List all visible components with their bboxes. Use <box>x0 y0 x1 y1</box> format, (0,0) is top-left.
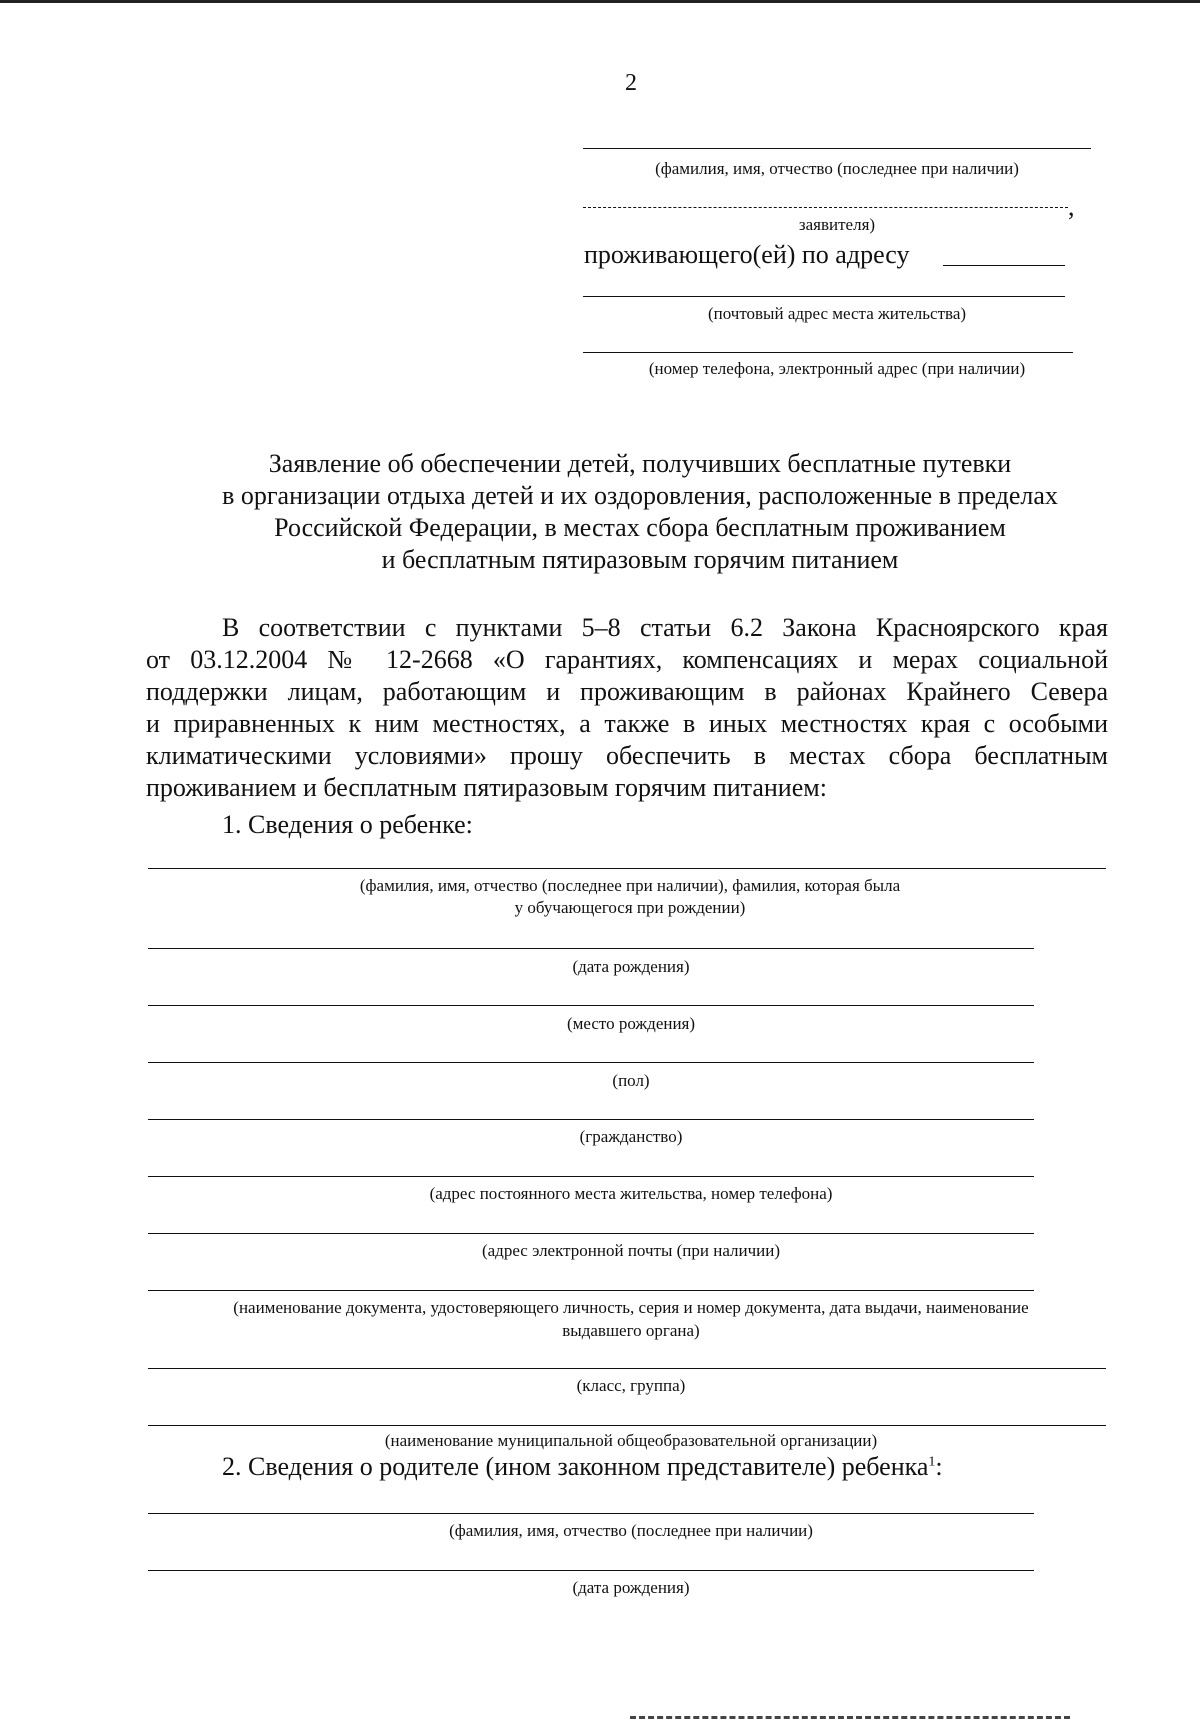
paragraph-line: климатическими условиями» прошу обеспечить в местах сбора бесплатным <box>146 741 1108 770</box>
child-fio-field[interactable] <box>148 868 1106 869</box>
child-citizenship-field[interactable] <box>148 1119 1034 1120</box>
child-id-document-caption-1: (наименование документа, удостоверяющего личность, серия и номер документа, дата выдачи, наименование <box>233 1298 1029 1317</box>
paragraph-line: В соответствии с пунктами 5–8 статьи 6.2 Закона Красноярского края <box>222 613 1108 642</box>
child-fio-caption-2: у обучающегося при рождении) <box>514 898 746 917</box>
comma: , <box>1068 192 1075 221</box>
document-title <box>140 448 1140 576</box>
parent-birth-date-caption: (дата рождения) <box>572 1578 690 1597</box>
child-address-caption: (адрес постоянного места жительства, номер телефона) <box>429 1184 833 1203</box>
contact-field[interactable] <box>583 352 1073 353</box>
paragraph-line: от 03.12.2004 № 12-2668 «О гарантиях, компенсациях и мерах социальной <box>146 645 1108 674</box>
child-birth-date-caption: (дата рождения) <box>572 957 690 976</box>
child-email-field[interactable] <box>148 1233 1034 1234</box>
parent-fio-field[interactable] <box>148 1513 1034 1514</box>
child-birth-place-caption: (место рождения) <box>566 1014 696 1033</box>
section2-heading-text: 2. Сведения о родителе (ином законном представителе) ребенка <box>222 1452 929 1481</box>
parent-fio-caption: (фамилия, имя, отчество (последнее при наличии) <box>449 1521 813 1540</box>
section2-heading <box>222 1452 943 1482</box>
title-line: и бесплатным пятиразовым горячим питанием <box>381 545 899 574</box>
page-number: 2 <box>625 70 637 96</box>
section2-heading-colon: : <box>935 1452 943 1481</box>
child-citizenship-caption: (гражданство) <box>579 1127 683 1146</box>
child-sex-caption: (пол) <box>612 1071 650 1090</box>
title-line: Заявление об обеспечении детей, получивших бесплатные путевки <box>268 449 1012 478</box>
paragraph-line: поддержки лицам, работающим и проживающим в районах Крайнего Севера <box>146 677 1108 706</box>
applicant-fio-field[interactable] <box>583 148 1091 149</box>
residing-label: проживающего(ей) по адресу <box>584 240 910 269</box>
section1-heading: 1. Сведения о ребенке: <box>222 810 473 839</box>
child-fio-caption-1: (фамилия, имя, отчество (последнее при наличии), фамилия, которая была <box>359 876 901 895</box>
child-school-field[interactable] <box>148 1425 1106 1426</box>
child-birth-date-field[interactable] <box>148 948 1034 949</box>
child-id-document-field[interactable] <box>148 1290 1034 1291</box>
paragraph-line: проживанием и бесплатным пятиразовым горячим питанием: <box>146 773 827 802</box>
body-paragraph <box>146 612 1108 804</box>
child-school-caption: (наименование муниципальной общеобразовательной организации) <box>384 1431 878 1450</box>
child-email-caption: (адрес электронной почты (при наличии) <box>481 1241 781 1260</box>
page-top-border <box>0 0 1200 3</box>
title-line: Российской Федерации, в местах сбора бесплатным проживанием <box>274 513 1006 542</box>
applicant-fio-field-continued[interactable] <box>583 207 1068 208</box>
parent-birth-date-field[interactable] <box>148 1570 1034 1571</box>
child-id-document-caption-2: выдавшего органа) <box>562 1321 700 1340</box>
contact-caption: (номер телефона, электронный адрес (при наличии) <box>648 359 1026 378</box>
paragraph-line: и приравненных к ним местностях, а также в иных местностях края с особыми <box>146 709 1108 738</box>
child-birth-place-field[interactable] <box>148 1005 1034 1006</box>
address-field-inline[interactable] <box>943 265 1065 266</box>
child-class-field[interactable] <box>148 1368 1106 1369</box>
child-address-field[interactable] <box>148 1176 1034 1177</box>
applicant-fio-caption: (фамилия, имя, отчество (последнее при наличии) <box>655 159 1019 178</box>
footnote-mark: 1 <box>928 1454 936 1470</box>
child-class-caption: (класс, группа) <box>576 1376 686 1395</box>
postal-address-caption: (почтовый адрес места жительства) <box>707 304 967 323</box>
postal-address-field[interactable] <box>583 296 1065 297</box>
page-bottom-dashes <box>630 1716 1070 1719</box>
title-line: в организации отдыха детей и их оздоровления, расположенные в пределах <box>222 481 1058 510</box>
child-sex-field[interactable] <box>148 1062 1034 1063</box>
applicant-caption: заявителя) <box>798 215 876 234</box>
